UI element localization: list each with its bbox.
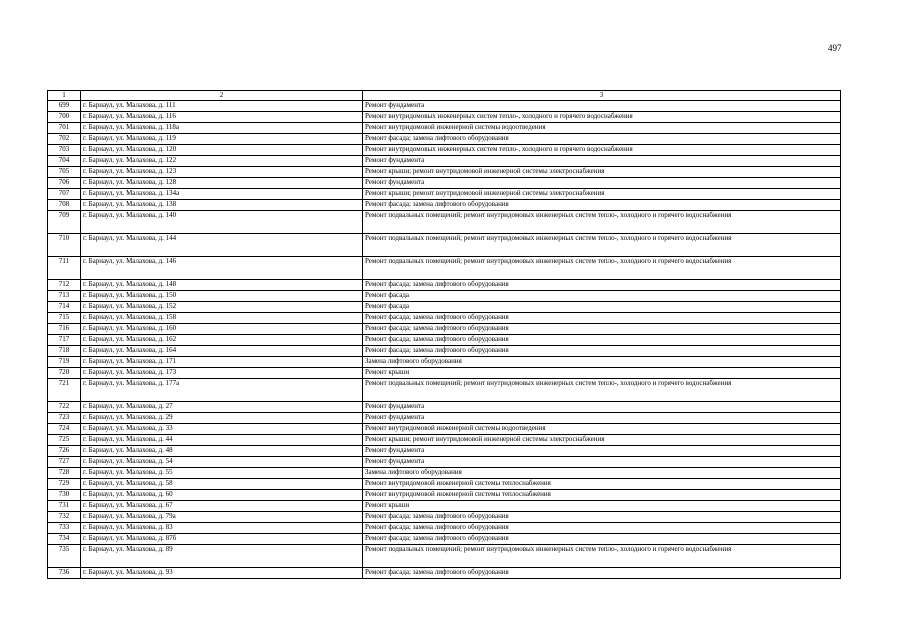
row-number-cell: 736 xyxy=(48,568,81,579)
work-type-cell: Ремонт крыши xyxy=(363,368,841,379)
address-cell: г. Барнаул, ул. Малахова, д. 111 xyxy=(81,101,363,112)
work-type-cell: Ремонт подвальных помещений; ремонт внутридомовых инженерных систем тепло-, холодного и горячего водоснабжения xyxy=(363,234,841,257)
table-row xyxy=(48,112,841,123)
table-row xyxy=(48,189,841,200)
work-type-cell: Ремонт внутридомовой инженерной системы водоотведения xyxy=(363,123,841,134)
row-number-cell: 718 xyxy=(48,346,81,357)
work-type-cell: Ремонт фасада; замена лифтового оборудования xyxy=(363,534,841,545)
row-number-cell: 714 xyxy=(48,302,81,313)
row-number-cell: 702 xyxy=(48,134,81,145)
address-cell: г. Барнаул, ул. Малахова, д. 87б xyxy=(81,534,363,545)
table-row xyxy=(48,123,841,134)
work-type-cell: Ремонт фундамента xyxy=(363,413,841,424)
row-number-cell: 709 xyxy=(48,211,81,234)
row-number-cell: 723 xyxy=(48,413,81,424)
row-number-cell: 731 xyxy=(48,501,81,512)
work-type-cell: Ремонт фасада xyxy=(363,291,841,302)
row-number-cell: 700 xyxy=(48,112,81,123)
address-cell: г. Барнаул, ул. Малахова, д. 54 xyxy=(81,457,363,468)
table-row xyxy=(48,468,841,479)
row-number-cell: 701 xyxy=(48,123,81,134)
table-row xyxy=(48,211,841,234)
work-type-cell: Ремонт внутридомовой инженерной системы теплоснабжения xyxy=(363,479,841,490)
table-row xyxy=(48,145,841,156)
work-type-cell: Ремонт фундамента xyxy=(363,101,841,112)
row-number-cell: 721 xyxy=(48,379,81,402)
address-cell: г. Барнаул, ул. Малахова, д. 134а xyxy=(81,189,363,200)
address-cell: г. Барнаул, ул. Малахова, д. 118а xyxy=(81,123,363,134)
page-number: 497 xyxy=(828,43,842,53)
work-type-cell: Замена лифтового оборудования xyxy=(363,357,841,368)
work-type-cell: Ремонт фасада; замена лифтового оборудования xyxy=(363,280,841,291)
address-cell: г. Барнаул, ул. Малахова, д. 123 xyxy=(81,167,363,178)
table-row xyxy=(48,234,841,257)
address-cell: г. Барнаул, ул. Малахова, д. 60 xyxy=(81,490,363,501)
address-cell: г. Барнаул, ул. Малахова, д. 152 xyxy=(81,302,363,313)
address-cell: г. Барнаул, ул. Малахова, д. 122 xyxy=(81,156,363,167)
table-row xyxy=(48,346,841,357)
table-row xyxy=(48,167,841,178)
work-type-cell: Ремонт крыши; ремонт внутридомовой инженерной системы электроснабжения xyxy=(363,435,841,446)
work-type-cell: Ремонт подвальных помещений; ремонт внутридомовых инженерных систем тепло-, холодного и горячего водоснабжения xyxy=(363,211,841,234)
work-type-cell: Ремонт фасада xyxy=(363,302,841,313)
address-cell: г. Барнаул, ул. Малахова, д. 83 xyxy=(81,523,363,534)
row-number-cell: 699 xyxy=(48,101,81,112)
row-number-cell: 735 xyxy=(48,545,81,568)
address-cell: г. Барнаул, ул. Малахова, д. 48 xyxy=(81,446,363,457)
row-number-cell: 729 xyxy=(48,479,81,490)
work-type-cell: Ремонт фасада; замена лифтового оборудования xyxy=(363,324,841,335)
address-cell: г. Барнаул, ул. Малахова, д. 148 xyxy=(81,280,363,291)
work-type-cell: Ремонт подвальных помещений; ремонт внутридомовых инженерных систем тепло-, холодного и горячего водоснабжения xyxy=(363,257,841,280)
row-number-cell: 733 xyxy=(48,523,81,534)
address-cell: г. Барнаул, ул. Малахова, д. 58 xyxy=(81,479,363,490)
row-number-cell: 730 xyxy=(48,490,81,501)
column-header-address: 2 xyxy=(81,91,363,101)
row-number-cell: 728 xyxy=(48,468,81,479)
address-cell: г. Барнаул, ул. Малахова, д. 120 xyxy=(81,145,363,156)
column-header-number: 1 xyxy=(48,91,81,101)
row-number-cell: 725 xyxy=(48,435,81,446)
table-row xyxy=(48,457,841,468)
address-cell: г. Барнаул, ул. Малахова, д. 44 xyxy=(81,435,363,446)
table-row xyxy=(48,357,841,368)
address-cell: г. Барнаул, ул. Малахова, д. 162 xyxy=(81,335,363,346)
table-row xyxy=(48,178,841,189)
work-type-cell: Ремонт крыши; ремонт внутридомовой инженерной системы электроснабжения xyxy=(363,189,841,200)
address-cell: г. Барнаул, ул. Малахова, д. 67 xyxy=(81,501,363,512)
address-cell: г. Барнаул, ул. Малахова, д. 116 xyxy=(81,112,363,123)
address-cell: г. Барнаул, ул. Малахова, д. 160 xyxy=(81,324,363,335)
row-number-cell: 715 xyxy=(48,313,81,324)
table-row xyxy=(48,402,841,413)
row-number-cell: 722 xyxy=(48,402,81,413)
work-type-cell: Ремонт внутридомовой инженерной системы теплоснабжения xyxy=(363,490,841,501)
work-type-cell: Ремонт внутридомовой инженерной системы водоотведения xyxy=(363,424,841,435)
row-number-cell: 724 xyxy=(48,424,81,435)
table-body xyxy=(48,91,841,579)
row-number-cell: 716 xyxy=(48,324,81,335)
row-number-cell: 712 xyxy=(48,280,81,291)
work-type-cell: Ремонт фасада; замена лифтового оборудования xyxy=(363,512,841,523)
table-row xyxy=(48,490,841,501)
address-cell: г. Барнаул, ул. Малахова, д. 27 xyxy=(81,402,363,413)
table-row xyxy=(48,302,841,313)
table-row xyxy=(48,545,841,568)
work-type-cell: Ремонт фасада; замена лифтового оборудования xyxy=(363,200,841,211)
table-row xyxy=(48,313,841,324)
table-row xyxy=(48,413,841,424)
address-cell: г. Барнаул, ул. Малахова, д. 89 xyxy=(81,545,363,568)
work-type-cell: Ремонт фундамента xyxy=(363,178,841,189)
work-type-cell: Ремонт фасада; замена лифтового оборудования xyxy=(363,568,841,579)
row-number-cell: 717 xyxy=(48,335,81,346)
work-type-cell: Ремонт фундамента xyxy=(363,156,841,167)
work-type-cell: Ремонт фасада; замена лифтового оборудования xyxy=(363,313,841,324)
address-cell: г. Барнаул, ул. Малахова, д. 150 xyxy=(81,291,363,302)
table-row xyxy=(48,335,841,346)
row-number-cell: 713 xyxy=(48,291,81,302)
row-number-cell: 727 xyxy=(48,457,81,468)
address-cell: г. Барнаул, ул. Малахова, д. 158 xyxy=(81,313,363,324)
work-type-cell: Ремонт подвальных помещений; ремонт внутридомовых инженерных систем тепло-, холодного и горячего водоснабжения xyxy=(363,545,841,568)
address-cell: г. Барнаул, ул. Малахова, д. 119 xyxy=(81,134,363,145)
table-header-row xyxy=(48,91,841,101)
row-number-cell: 732 xyxy=(48,512,81,523)
address-cell: г. Барнаул, ул. Малахова, д. 144 xyxy=(81,234,363,257)
work-type-cell: Замена лифтового оборудования xyxy=(363,468,841,479)
table-row xyxy=(48,568,841,579)
table-row xyxy=(48,424,841,435)
work-type-cell: Ремонт фасада; замена лифтового оборудования xyxy=(363,335,841,346)
row-number-cell: 734 xyxy=(48,534,81,545)
row-number-cell: 720 xyxy=(48,368,81,379)
address-cell: г. Барнаул, ул. Малахова, д. 138 xyxy=(81,200,363,211)
work-type-cell: Ремонт фасада; замена лифтового оборудования xyxy=(363,134,841,145)
work-type-cell: Ремонт фундамента xyxy=(363,446,841,457)
table-row xyxy=(48,101,841,112)
address-cell: г. Барнаул, ул. Малахова, д. 93 xyxy=(81,568,363,579)
address-cell: г. Барнаул, ул. Малахова, д. 55 xyxy=(81,468,363,479)
table-row xyxy=(48,291,841,302)
row-number-cell: 704 xyxy=(48,156,81,167)
address-cell: г. Барнаул, ул. Малахова, д. 171 xyxy=(81,357,363,368)
work-type-cell: Ремонт подвальных помещений; ремонт внутридомовых инженерных систем тепло-, холодного и горячего водоснабжения xyxy=(363,379,841,402)
work-type-cell: Ремонт фасада; замена лифтового оборудования xyxy=(363,346,841,357)
work-type-cell: Ремонт фундамента xyxy=(363,457,841,468)
work-type-cell: Ремонт внутридомовых инженерных систем тепло-, холодного и горячего водоснабжения xyxy=(363,112,841,123)
table-row xyxy=(48,200,841,211)
table-row xyxy=(48,512,841,523)
table-row xyxy=(48,379,841,402)
table-row xyxy=(48,368,841,379)
row-number-cell: 703 xyxy=(48,145,81,156)
row-number-cell: 710 xyxy=(48,234,81,257)
table-row xyxy=(48,134,841,145)
address-cell: г. Барнаул, ул. Малахова, д. 146 xyxy=(81,257,363,280)
address-cell: г. Барнаул, ул. Малахова, д. 128 xyxy=(81,178,363,189)
table-row xyxy=(48,435,841,446)
row-number-cell: 705 xyxy=(48,167,81,178)
row-number-cell: 706 xyxy=(48,178,81,189)
table-row xyxy=(48,523,841,534)
address-cell: г. Барнаул, ул. Малахова, д. 140 xyxy=(81,211,363,234)
row-number-cell: 711 xyxy=(48,257,81,280)
work-type-cell: Ремонт крыши xyxy=(363,501,841,512)
address-cell: г. Барнаул, ул. Малахова, д. 164 xyxy=(81,346,363,357)
row-number-cell: 708 xyxy=(48,200,81,211)
repair-registry-table xyxy=(47,90,841,579)
work-type-cell: Ремонт крыши; ремонт внутридомовой инженерной системы электроснабжения xyxy=(363,167,841,178)
table-row xyxy=(48,280,841,291)
table-row xyxy=(48,257,841,280)
address-cell: г. Барнаул, ул. Малахова, д. 79а xyxy=(81,512,363,523)
row-number-cell: 707 xyxy=(48,189,81,200)
address-cell: г. Барнаул, ул. Малахова, д. 173 xyxy=(81,368,363,379)
table-row xyxy=(48,534,841,545)
column-header-work: 3 xyxy=(363,91,841,101)
row-number-cell: 726 xyxy=(48,446,81,457)
address-cell: г. Барнаул, ул. Малахова, д. 33 xyxy=(81,424,363,435)
work-type-cell: Ремонт внутридомовых инженерных систем тепло-, холодного и горячего водоснабжения xyxy=(363,145,841,156)
address-cell: г. Барнаул, ул. Малахова, д. 177а xyxy=(81,379,363,402)
work-type-cell: Ремонт фундамента xyxy=(363,402,841,413)
address-cell: г. Барнаул, ул. Малахова, д. 29 xyxy=(81,413,363,424)
work-type-cell: Ремонт фасада; замена лифтового оборудования xyxy=(363,523,841,534)
table-row xyxy=(48,479,841,490)
table-row xyxy=(48,501,841,512)
table-row xyxy=(48,156,841,167)
table-row xyxy=(48,446,841,457)
row-number-cell: 719 xyxy=(48,357,81,368)
table-row xyxy=(48,324,841,335)
